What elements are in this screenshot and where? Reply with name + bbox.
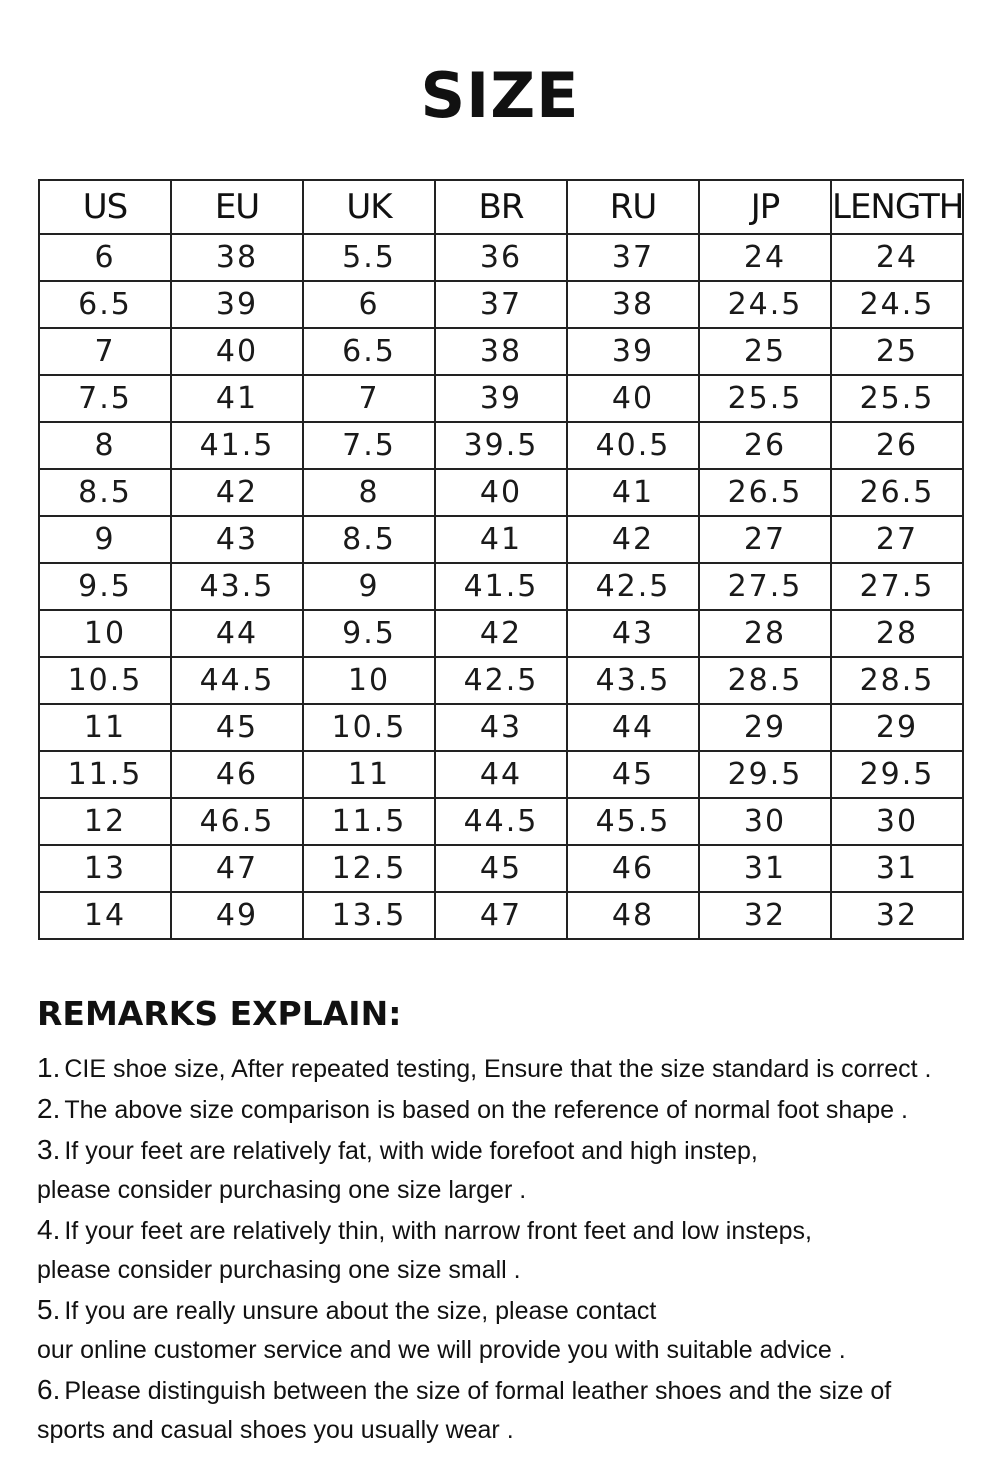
table-cell: 40 [171, 328, 303, 375]
table-cell: 31 [831, 845, 963, 892]
table-cell: 9.5 [39, 563, 171, 610]
table-cell: 29 [699, 704, 831, 751]
table-cell: 12.5 [303, 845, 435, 892]
remarks-heading: REMARKS EXPLAIN: [37, 994, 402, 1033]
table-cell: 10.5 [303, 704, 435, 751]
table-cell: 39 [171, 281, 303, 328]
header-eu: EU [171, 180, 303, 234]
table-cell: 28.5 [699, 657, 831, 704]
table-cell: 39 [567, 328, 699, 375]
table-row [39, 422, 963, 469]
table-cell: 49 [171, 892, 303, 939]
table-cell: 11.5 [39, 751, 171, 798]
table-cell: 27.5 [831, 563, 963, 610]
table-cell: 38 [435, 328, 567, 375]
remark-number: 5. [37, 1294, 61, 1325]
header-ru: RU [567, 180, 699, 234]
remark-text: If your feet are relatively thin, with narrow front feet and low insteps, [64, 1217, 812, 1245]
table-row [39, 281, 963, 328]
table-cell: 44 [567, 704, 699, 751]
table-cell: 24 [831, 234, 963, 281]
table-cell: 45 [171, 704, 303, 751]
table-cell: 9 [303, 563, 435, 610]
remark-item [37, 1210, 977, 1290]
remark-number: 2. [37, 1093, 61, 1124]
table-cell: 26.5 [831, 469, 963, 516]
remark-number: 1. [37, 1052, 61, 1083]
table-cell: 11 [39, 704, 171, 751]
remark-item [37, 1130, 977, 1210]
table-cell: 39.5 [435, 422, 567, 469]
remark-number: 4. [37, 1214, 61, 1245]
table-cell: 11.5 [303, 798, 435, 845]
table-cell: 5.5 [303, 234, 435, 281]
table-cell: 25.5 [831, 375, 963, 422]
table-cell: 7.5 [303, 422, 435, 469]
table-cell: 47 [171, 845, 303, 892]
remark-item [37, 1048, 977, 1089]
table-cell: 8.5 [39, 469, 171, 516]
table-cell: 42.5 [435, 657, 567, 704]
table-cell: 38 [171, 234, 303, 281]
table-cell: 27.5 [699, 563, 831, 610]
table-cell: 47 [435, 892, 567, 939]
header-jp: JP [699, 180, 831, 234]
table-cell: 7.5 [39, 375, 171, 422]
table-cell: 38 [567, 281, 699, 328]
header-us: US [39, 180, 171, 234]
table-cell: 30 [831, 798, 963, 845]
table-row [39, 328, 963, 375]
table-cell: 30 [699, 798, 831, 845]
remark-number: 6. [37, 1374, 61, 1405]
table-cell: 29.5 [831, 751, 963, 798]
remark-item [37, 1089, 977, 1130]
table-cell: 29 [831, 704, 963, 751]
table-row [39, 798, 963, 845]
table-cell: 25 [831, 328, 963, 375]
table-row [39, 516, 963, 563]
table-cell: 43.5 [567, 657, 699, 704]
table-cell: 26 [831, 422, 963, 469]
table-cell: 10 [39, 610, 171, 657]
table-cell: 24 [699, 234, 831, 281]
table-cell: 8.5 [303, 516, 435, 563]
table-body [39, 234, 963, 939]
table-cell: 27 [831, 516, 963, 563]
table-row [39, 375, 963, 422]
remark-text: If you are really unsure about the size, please contact [64, 1297, 657, 1325]
table-cell: 44.5 [435, 798, 567, 845]
table-cell: 46 [171, 751, 303, 798]
table-row [39, 234, 963, 281]
table-cell: 36 [435, 234, 567, 281]
size-chart-table [38, 179, 964, 940]
table-cell: 43 [435, 704, 567, 751]
table-cell: 45.5 [567, 798, 699, 845]
table-cell: 41.5 [435, 563, 567, 610]
table-cell: 6 [303, 281, 435, 328]
header-uk: UK [303, 180, 435, 234]
table-cell: 24.5 [699, 281, 831, 328]
table-cell: 48 [567, 892, 699, 939]
table-cell: 26.5 [699, 469, 831, 516]
remark-number: 3. [37, 1134, 61, 1165]
table-cell: 8 [303, 469, 435, 516]
table-cell: 8 [39, 422, 171, 469]
table-row [39, 469, 963, 516]
table-cell: 32 [699, 892, 831, 939]
table-cell: 45 [567, 751, 699, 798]
table-cell: 13 [39, 845, 171, 892]
table-cell: 29.5 [699, 751, 831, 798]
table-cell: 6 [39, 234, 171, 281]
table-row [39, 751, 963, 798]
remark-item [37, 1290, 977, 1370]
table-row [39, 845, 963, 892]
page-title: SIZE [420, 59, 580, 132]
table-cell: 37 [435, 281, 567, 328]
table-cell: 44.5 [171, 657, 303, 704]
table-cell: 28 [831, 610, 963, 657]
header-length: LENGTH [831, 180, 963, 234]
table-cell: 14 [39, 892, 171, 939]
table-cell: 41.5 [171, 422, 303, 469]
table-cell: 6.5 [303, 328, 435, 375]
table-cell: 9 [39, 516, 171, 563]
table-header-row [39, 180, 963, 234]
table-cell: 44 [435, 751, 567, 798]
table-cell: 43 [567, 610, 699, 657]
remark-text: please consider purchasing one size larger . [37, 1176, 527, 1204]
table-cell: 41 [171, 375, 303, 422]
remark-text: CIE shoe size, After repeated testing, Ensure that the size standard is correct . [64, 1055, 932, 1083]
table-cell: 43 [171, 516, 303, 563]
table-cell: 32 [831, 892, 963, 939]
remark-item [37, 1370, 977, 1450]
table-cell: 41 [435, 516, 567, 563]
remark-text: sports and casual shoes you usually wear . [37, 1416, 514, 1444]
table-cell: 28.5 [831, 657, 963, 704]
table-cell: 13.5 [303, 892, 435, 939]
table-cell: 28 [699, 610, 831, 657]
table-cell: 10 [303, 657, 435, 704]
table-cell: 40 [567, 375, 699, 422]
table-cell: 27 [699, 516, 831, 563]
table-cell: 45 [435, 845, 567, 892]
table-cell: 11 [303, 751, 435, 798]
remarks-list [37, 1048, 977, 1450]
table-cell: 6.5 [39, 281, 171, 328]
table-cell: 46.5 [171, 798, 303, 845]
table-row [39, 657, 963, 704]
table-cell: 26 [699, 422, 831, 469]
table-cell: 42 [567, 516, 699, 563]
table-row [39, 563, 963, 610]
table-cell: 24.5 [831, 281, 963, 328]
remarks-section [37, 992, 977, 1450]
table-row [39, 610, 963, 657]
table-cell: 12 [39, 798, 171, 845]
table-cell: 44 [171, 610, 303, 657]
table-cell: 40 [435, 469, 567, 516]
table-cell: 42 [171, 469, 303, 516]
table-cell: 39 [435, 375, 567, 422]
remark-text: please consider purchasing one size small . [37, 1256, 521, 1284]
table-cell: 31 [699, 845, 831, 892]
table-cell: 25 [699, 328, 831, 375]
table-row [39, 892, 963, 939]
remark-text: our online customer service and we will provide you with suitable advice . [37, 1336, 846, 1364]
table-cell: 10.5 [39, 657, 171, 704]
remark-text: Please distinguish between the size of formal leather shoes and the size of [64, 1377, 892, 1405]
table-cell: 42 [435, 610, 567, 657]
remark-text: The above size comparison is based on the reference of normal foot shape . [64, 1096, 908, 1124]
table-row [39, 704, 963, 751]
table-cell: 7 [303, 375, 435, 422]
table-cell: 42.5 [567, 563, 699, 610]
table-cell: 46 [567, 845, 699, 892]
table-cell: 37 [567, 234, 699, 281]
header-br: BR [435, 180, 567, 234]
remark-text: If your feet are relatively fat, with wide forefoot and high instep, [64, 1137, 758, 1165]
table-cell: 9.5 [303, 610, 435, 657]
table-cell: 7 [39, 328, 171, 375]
table-cell: 40.5 [567, 422, 699, 469]
table-cell: 41 [567, 469, 699, 516]
table-cell: 43.5 [171, 563, 303, 610]
table-cell: 25.5 [699, 375, 831, 422]
